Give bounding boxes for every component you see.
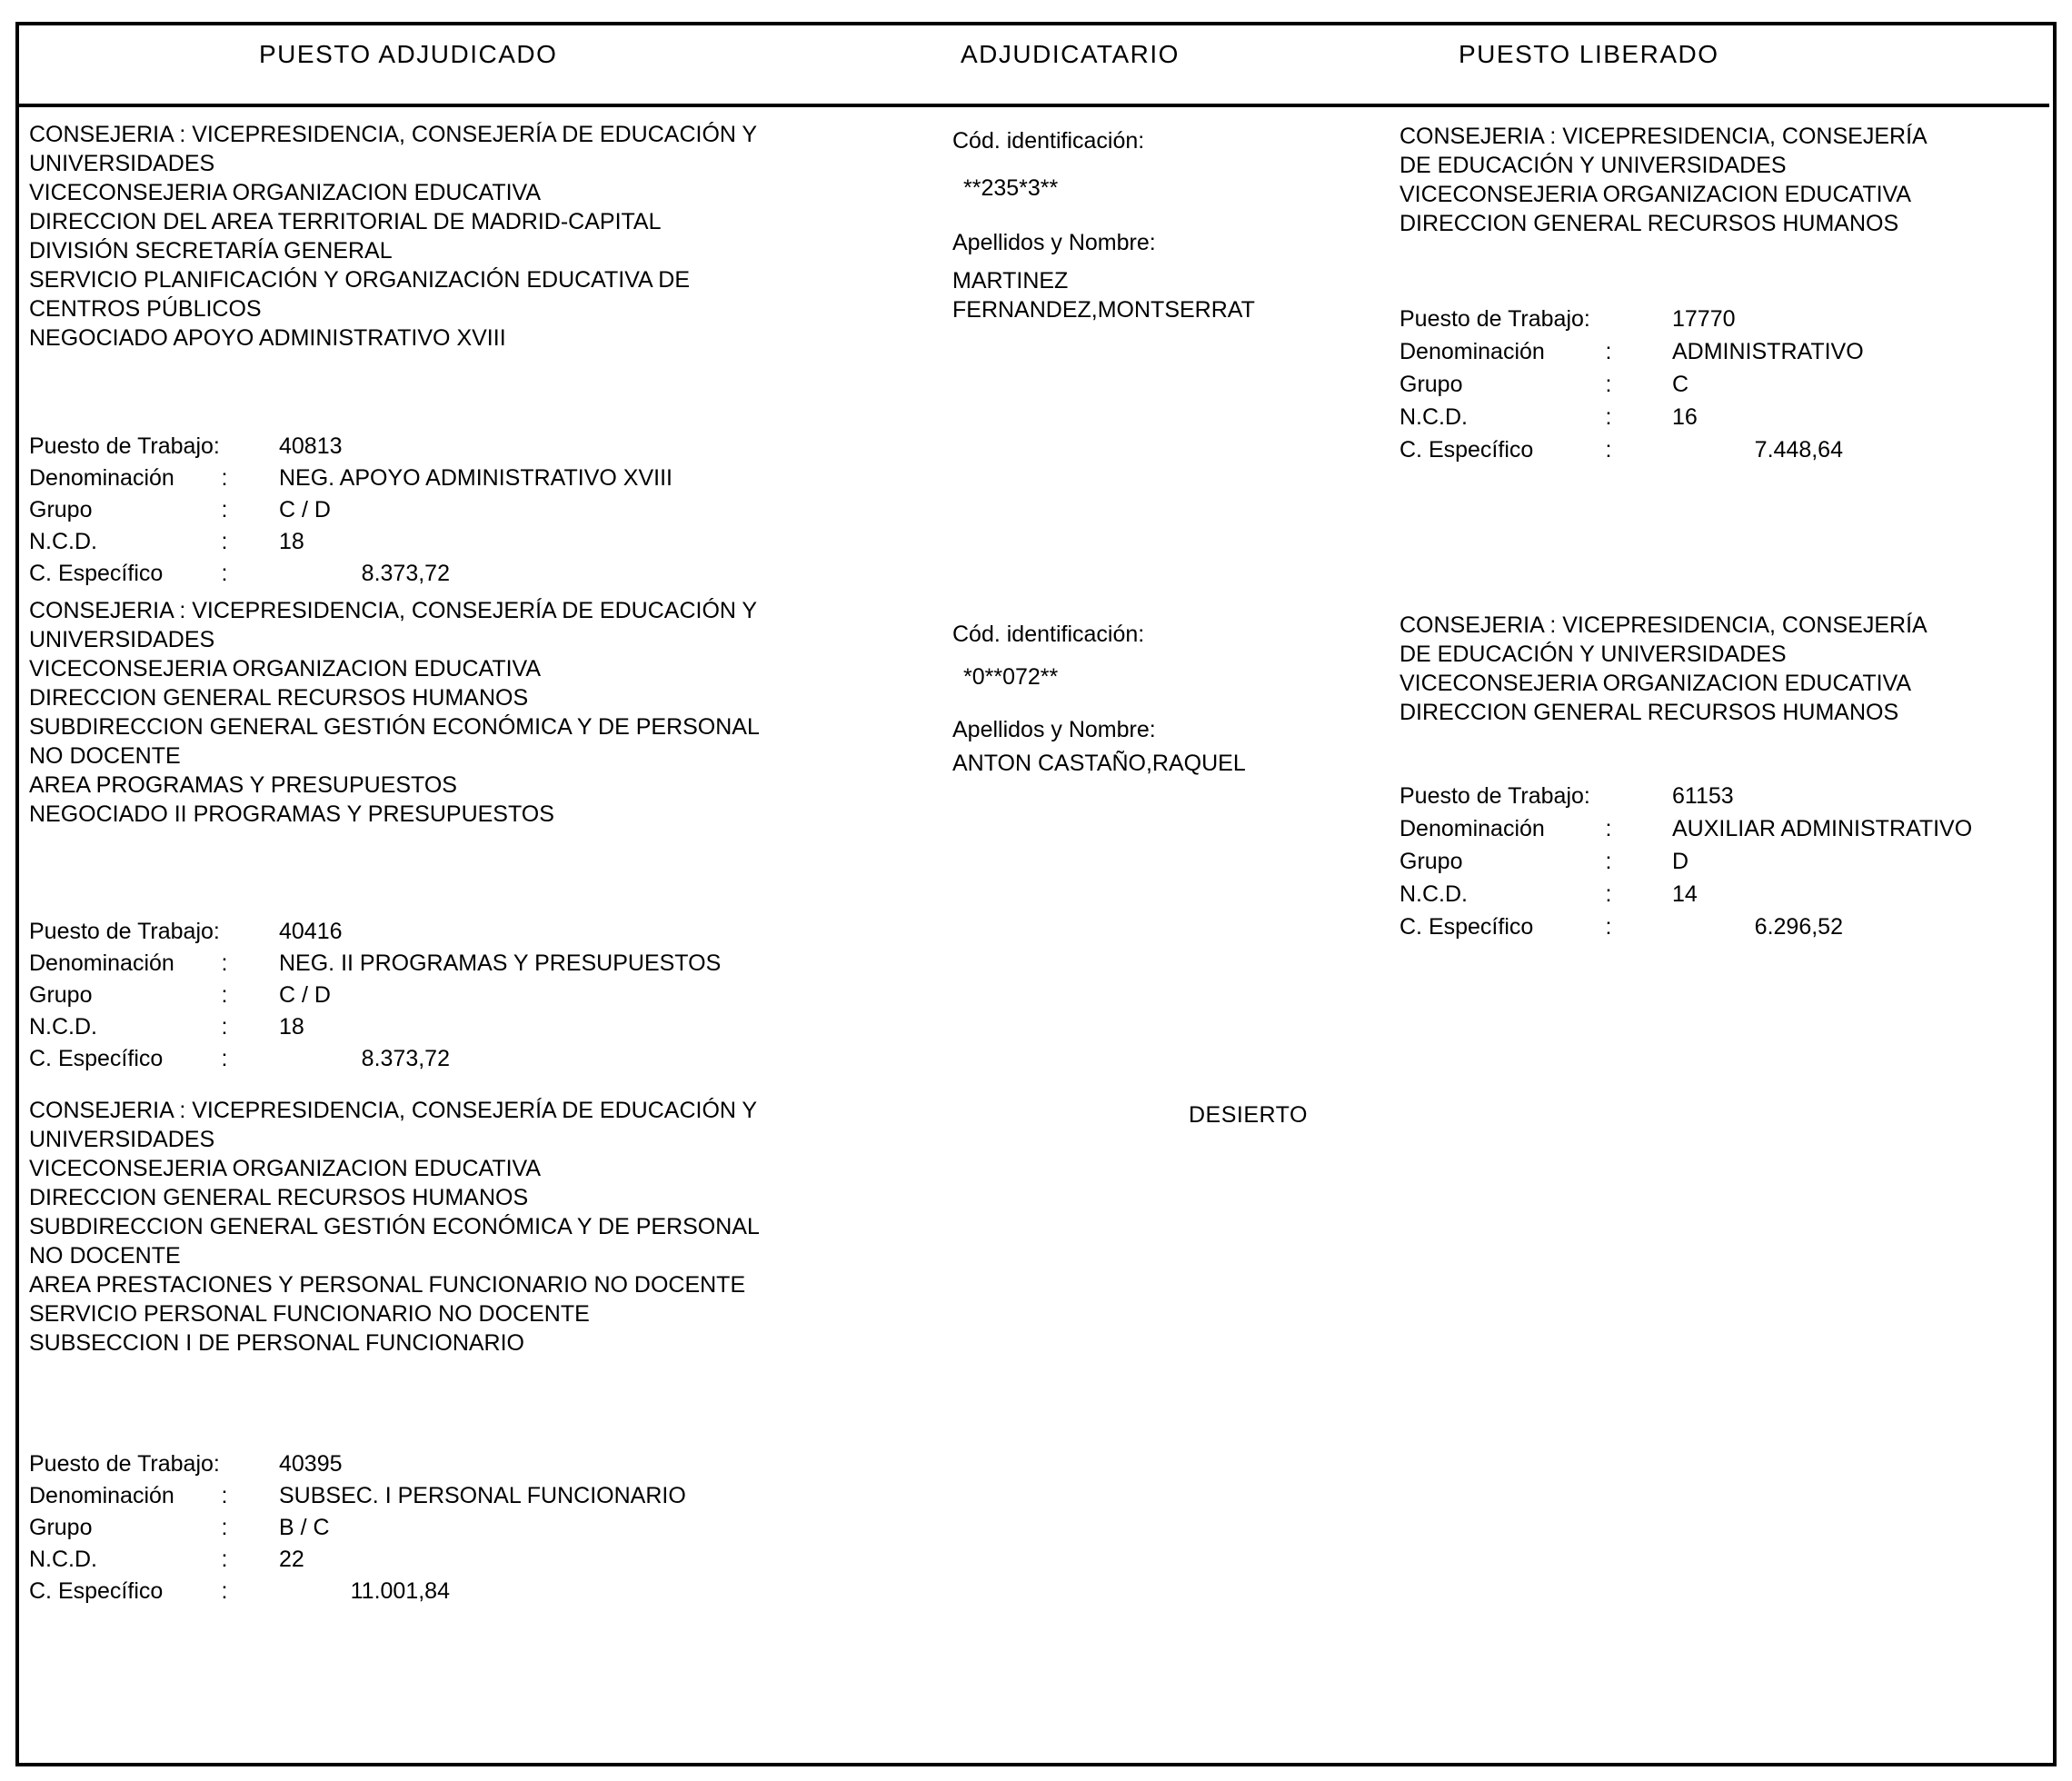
record1-code-value: **235*3** — [963, 175, 1059, 201]
org-line: DIRECCION GENERAL RECURSOS HUMANOS — [29, 685, 529, 711]
detail-value: 7.448,64 — [1754, 437, 1843, 463]
detail-colon: : — [1605, 881, 1612, 907]
record1-name-line: MARTINEZ — [952, 268, 1069, 294]
org-line: DIRECCION GENERAL RECURSOS HUMANOS — [1400, 211, 1899, 236]
detail-row — [29, 1514, 686, 1546]
detail-row — [1400, 848, 1972, 881]
detail-row — [29, 1482, 686, 1514]
detail-label: Puesto de Trabajo: — [29, 1451, 220, 1477]
column-header-puesto-adjudicado: PUESTO ADJUDICADO — [259, 40, 558, 68]
detail-label: N.C.D. — [29, 1014, 97, 1040]
detail-row — [29, 528, 672, 560]
record2-name-line: ANTON CASTAÑO,RAQUEL — [952, 751, 1246, 776]
detail-row — [1400, 913, 1972, 946]
detail-label: Denominación — [1400, 816, 1545, 841]
detail-colon: : — [221, 529, 228, 554]
record3-desierto-status: DESIERTO — [1189, 1102, 1308, 1128]
detail-row — [1400, 436, 1864, 469]
detail-colon: : — [221, 1046, 228, 1071]
column-header-puesto-liberado: PUESTO LIBERADO — [1459, 40, 1719, 68]
record2-awarded-details — [29, 918, 721, 1077]
record2-released-org-block — [1400, 611, 1928, 727]
org-line: AREA PROGRAMAS Y PRESUPUESTOS — [29, 772, 457, 798]
detail-label: Grupo — [1400, 372, 1463, 397]
detail-value: ADMINISTRATIVO — [1672, 339, 1864, 364]
org-line: CONSEJERIA : VICEPRESIDENCIA, CONSEJERÍA — [1400, 124, 1928, 149]
detail-colon: : — [221, 1483, 228, 1508]
detail-value: 17770 — [1672, 306, 1736, 332]
org-line: SUBDIRECCION GENERAL GESTIÓN ECONÓMICA Y DE PERSONAL — [29, 714, 760, 740]
org-line: AREA PRESTACIONES Y PERSONAL FUNCIONARIO NO DOCENTE — [29, 1272, 746, 1298]
detail-row — [29, 560, 672, 592]
detail-row — [29, 433, 672, 464]
org-line: CONSEJERIA : VICEPRESIDENCIA, CONSEJERÍA DE EDUCACIÓN Y — [29, 1098, 758, 1123]
detail-colon: : — [1605, 404, 1612, 430]
detail-value: 40395 — [279, 1451, 343, 1477]
detail-label: Puesto de Trabajo: — [1400, 783, 1590, 809]
record2-code-label: Cód. identificación: — [952, 622, 1145, 647]
org-line: NO DOCENTE — [29, 743, 181, 769]
org-line: CONSEJERIA : VICEPRESIDENCIA, CONSEJERÍA DE EDUCACIÓN Y — [29, 122, 758, 147]
org-line: DIRECCION GENERAL RECURSOS HUMANOS — [29, 1185, 529, 1210]
detail-label: N.C.D. — [29, 1547, 97, 1572]
detail-label: C. Específico — [1400, 437, 1534, 463]
org-line: UNIVERSIDADES — [29, 151, 215, 176]
detail-row — [29, 1013, 721, 1045]
org-line: CONSEJERIA : VICEPRESIDENCIA, CONSEJERÍA — [1400, 612, 1928, 638]
detail-value: 6.296,52 — [1754, 914, 1843, 940]
detail-colon: : — [221, 1578, 228, 1604]
detail-value: 14 — [1672, 881, 1698, 907]
detail-colon: : — [221, 465, 228, 491]
detail-label: N.C.D. — [1400, 404, 1468, 430]
detail-row — [29, 950, 721, 981]
org-line: NO DOCENTE — [29, 1243, 181, 1269]
detail-colon: : — [221, 561, 228, 586]
detail-row — [1400, 305, 1864, 338]
detail-row — [29, 1045, 721, 1077]
detail-row — [1400, 881, 1972, 913]
detail-row — [29, 1546, 686, 1577]
org-line: DE EDUCACIÓN Y UNIVERSIDADES — [1400, 642, 1787, 667]
org-line: DIRECCION GENERAL RECURSOS HUMANOS — [1400, 700, 1899, 725]
detail-label: Denominación — [29, 1483, 174, 1508]
detail-colon: : — [1605, 372, 1612, 397]
detail-colon: : — [221, 982, 228, 1008]
detail-label: N.C.D. — [1400, 881, 1468, 907]
detail-row — [29, 1450, 686, 1482]
detail-value: 11.001,84 — [350, 1578, 450, 1604]
org-line: NEGOCIADO APOYO ADMINISTRATIVO XVIII — [29, 325, 506, 351]
detail-value: 40416 — [279, 919, 343, 944]
record3-awarded-org-block — [29, 1096, 760, 1358]
record1-awarded-org-block — [29, 120, 757, 353]
column-header-adjudicatario: ADJUDICATARIO — [961, 40, 1180, 68]
detail-row — [1400, 782, 1972, 815]
detail-label: Grupo — [1400, 849, 1463, 874]
detail-label: Grupo — [29, 1515, 93, 1540]
detail-label: Puesto de Trabajo: — [29, 433, 220, 459]
detail-value: C / D — [279, 982, 331, 1008]
detail-colon: : — [221, 1515, 228, 1540]
detail-value: 40813 — [279, 433, 343, 459]
header-divider — [19, 104, 2049, 107]
org-line: UNIVERSIDADES — [29, 1127, 215, 1152]
detail-value: 61153 — [1672, 783, 1734, 809]
detail-value: AUXILIAR ADMINISTRATIVO — [1672, 816, 1973, 841]
detail-label: N.C.D. — [29, 529, 97, 554]
record1-name-line: FERNANDEZ,MONTSERRAT — [952, 297, 1255, 323]
detail-value: 16 — [1672, 404, 1698, 430]
org-line: CENTROS PÚBLICOS — [29, 296, 262, 322]
org-line: DE EDUCACIÓN Y UNIVERSIDADES — [1400, 153, 1787, 178]
detail-label: Denominación — [1400, 339, 1545, 364]
detail-value: C / D — [279, 497, 331, 522]
detail-label: C. Específico — [1400, 914, 1534, 940]
org-line: NEGOCIADO II PROGRAMAS Y PRESUPUESTOS — [29, 801, 554, 827]
org-line: SUBSECCION I DE PERSONAL FUNCIONARIO — [29, 1330, 524, 1356]
detail-colon: : — [221, 1547, 228, 1572]
detail-label: Puesto de Trabajo: — [1400, 306, 1590, 332]
org-line: VICECONSEJERIA ORGANIZACION EDUCATIVA — [1400, 182, 1912, 207]
org-line: DIVISIÓN SECRETARÍA GENERAL — [29, 238, 393, 264]
record1-released-org-block — [1400, 122, 1928, 238]
detail-value: 8.373,72 — [361, 1046, 450, 1071]
org-line: VICECONSEJERIA ORGANIZACION EDUCATIVA — [29, 1156, 542, 1181]
detail-value: D — [1672, 849, 1689, 874]
detail-label: Grupo — [29, 982, 93, 1008]
detail-value: C — [1672, 372, 1689, 397]
detail-colon: : — [1605, 437, 1612, 463]
detail-row — [29, 918, 721, 950]
detail-value: 18 — [279, 1014, 304, 1040]
detail-colon: : — [221, 1014, 228, 1040]
record1-name-label: Apellidos y Nombre: — [952, 230, 1156, 255]
detail-row — [29, 496, 672, 528]
detail-value: 8.373,72 — [361, 561, 450, 586]
org-line: DIRECCION DEL AREA TERRITORIAL DE MADRID-CAPITAL — [29, 209, 662, 234]
record1-awarded-details — [29, 433, 672, 592]
record2-released-details — [1400, 782, 1972, 946]
detail-colon: : — [221, 497, 228, 522]
detail-label: C. Específico — [29, 1046, 164, 1071]
detail-label: C. Específico — [29, 1578, 164, 1604]
detail-value: B / C — [279, 1515, 330, 1540]
org-line: VICECONSEJERIA ORGANIZACION EDUCATIVA — [29, 180, 542, 205]
detail-colon: : — [1605, 914, 1612, 940]
org-line: CONSEJERIA : VICEPRESIDENCIA, CONSEJERÍA DE EDUCACIÓN Y — [29, 598, 758, 623]
detail-label: Grupo — [29, 497, 93, 522]
detail-label: Puesto de Trabajo: — [29, 919, 220, 944]
detail-colon: : — [1605, 816, 1612, 841]
record1-released-details — [1400, 305, 1864, 469]
record2-awarded-org-block — [29, 596, 760, 829]
detail-value: SUBSEC. I PERSONAL FUNCIONARIO — [279, 1483, 686, 1508]
detail-colon: : — [1605, 339, 1612, 364]
record2-code-value: *0**072** — [963, 664, 1059, 690]
detail-colon: : — [221, 950, 228, 976]
detail-row — [29, 1577, 686, 1609]
org-line: SERVICIO PLANIFICACIÓN Y ORGANIZACIÓN EDUCATIVA DE — [29, 267, 691, 293]
detail-label: C. Específico — [29, 561, 164, 586]
detail-row — [1400, 403, 1864, 436]
detail-row — [1400, 815, 1972, 848]
org-line: VICECONSEJERIA ORGANIZACION EDUCATIVA — [1400, 671, 1912, 696]
detail-value: NEG. APOYO ADMINISTRATIVO XVIII — [279, 465, 672, 491]
org-line: SUBDIRECCION GENERAL GESTIÓN ECONÓMICA Y DE PERSONAL — [29, 1214, 760, 1239]
detail-row — [1400, 338, 1864, 371]
record1-code-label: Cód. identificación: — [952, 128, 1145, 154]
detail-colon: : — [1605, 849, 1612, 874]
record3-awarded-details — [29, 1450, 686, 1609]
org-line: UNIVERSIDADES — [29, 627, 215, 652]
org-line: VICECONSEJERIA ORGANIZACION EDUCATIVA — [29, 656, 542, 682]
detail-value: 18 — [279, 529, 304, 554]
detail-row — [29, 464, 672, 496]
detail-label: Denominación — [29, 465, 174, 491]
detail-row — [29, 981, 721, 1013]
detail-row — [1400, 371, 1864, 403]
detail-label: Denominación — [29, 950, 174, 976]
record2-name-label: Apellidos y Nombre: — [952, 717, 1156, 742]
org-line: SERVICIO PERSONAL FUNCIONARIO NO DOCENTE — [29, 1301, 590, 1327]
detail-value: 22 — [279, 1547, 304, 1572]
detail-value: NEG. II PROGRAMAS Y PRESUPUESTOS — [279, 950, 722, 976]
